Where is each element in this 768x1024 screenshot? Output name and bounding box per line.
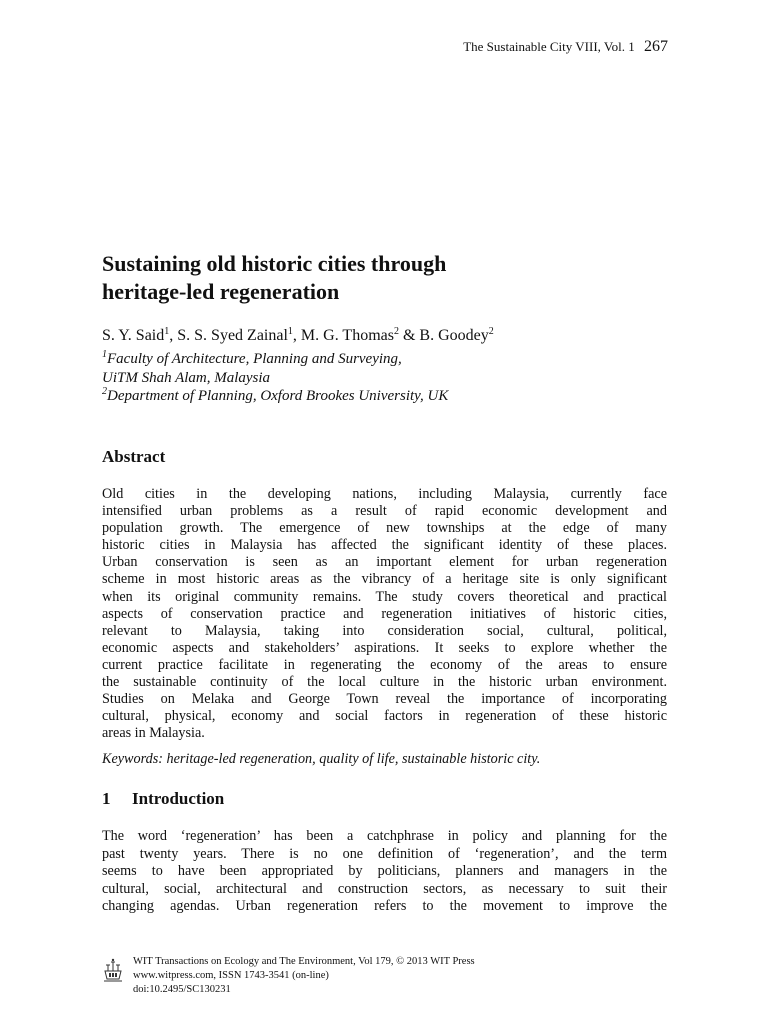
author-affiliation-mark: 1: [164, 326, 170, 337]
affiliation-text: Department of Planning, Oxford Brookes University, UK: [107, 388, 449, 404]
abstract-heading: Abstract: [102, 447, 166, 466]
author-name: S. Y. Said: [102, 327, 165, 344]
abstract-line: Urban conservation is seen as an important element for urban regeneration: [102, 554, 667, 571]
title-line: Sustaining old historic cities through: [102, 251, 447, 276]
abstract-line: when its original community remains. The study covers theoretical and practical: [102, 588, 667, 605]
abstract-line: the sustainable continuity of the local culture in the historic urban environment.: [102, 674, 667, 691]
affiliation-text: Faculty of Architecture, Planning and Surveying,: [107, 351, 402, 367]
abstract-line: Studies on Melaka and George Town reveal the importance of incorporating: [102, 691, 667, 708]
abstract-line: historic cities in Malaysia has affected the significant identity of these places.: [102, 537, 667, 554]
running-head: [463, 38, 668, 56]
introduction-body: [102, 828, 667, 916]
title-line: heritage-led regeneration: [102, 279, 340, 304]
running-head-title: The Sustainable City VIII, Vol. 1: [463, 39, 635, 54]
affiliation-text: UiTM Shah Alam, Malaysia: [102, 369, 271, 386]
abstract-line: economic aspects and stakeholders’ aspirations. It seeks to explore whether the: [102, 639, 667, 656]
body-line: changing agendas. Urban regeneration refers to the movement to improve the: [102, 898, 667, 915]
footer-text: [133, 955, 475, 997]
author-name: & B. Goodey: [398, 327, 489, 344]
body-line: seems to have been appropriated by politicians, planners and managers in the: [102, 863, 667, 880]
affiliation: [102, 350, 702, 369]
affiliation: [102, 387, 702, 406]
affiliation: [102, 369, 702, 388]
abstract-body: [102, 486, 667, 742]
author-affiliation-mark: 1: [287, 326, 293, 337]
author-name: , S. S. Syed Zainal: [169, 327, 288, 344]
author-list: [102, 326, 702, 346]
author-name: , M. G. Thomas: [292, 327, 394, 344]
section-number: 1: [102, 789, 111, 808]
keywords: Keywords: heritage-led regeneration, quality of life, sustainable historic city.: [102, 751, 541, 767]
abstract-line: scheme in most historic areas as the vibrancy of a heritage site is only significant: [102, 571, 667, 588]
wit-press-logo-icon: [102, 957, 124, 983]
footer-line: doi:10.2495/SC130231: [133, 984, 231, 995]
page-number: 267: [644, 38, 668, 55]
author-affiliation-mark: 2: [488, 326, 494, 337]
abstract-line: current practice facilitate in regenerating the economy of the areas to ensure: [102, 656, 667, 673]
abstract-line: population growth. The emergence of new townships at the edge of many: [102, 520, 667, 537]
abstract-line: relevant to Malaysia, taking into consideration social, cultural, political,: [102, 622, 667, 639]
body-line: past twenty years. There is no one definition of ‘regeneration’, and the term: [102, 845, 667, 862]
abstract-line: Old cities in the developing nations, including Malaysia, currently face: [102, 486, 667, 502]
abstract-line: intensified urban problems as a result of rapid economic development and: [102, 503, 667, 520]
author-affiliation-mark: 2: [393, 326, 399, 337]
affiliations: [102, 350, 702, 406]
body-line: cultural, social, architectural and construction sectors, as necessary to suit their: [102, 880, 667, 897]
section-heading-introduction: [102, 789, 224, 809]
affiliation-mark: 1: [102, 349, 107, 360]
footer-line: WIT Transactions on Ecology and The Environment, Vol 179, © 2013 WIT Press: [133, 956, 475, 967]
abstract-line: areas in Malaysia.: [102, 725, 205, 742]
body-line: The word ‘regeneration’ has been a catchphrase in policy and planning for the: [102, 828, 667, 844]
abstract-line: aspects of conservation practice and regeneration initiatives of historic cities,: [102, 605, 667, 622]
paper-title: [102, 250, 667, 306]
abstract-line: cultural, physical, economy and social factors in regeneration of these historic: [102, 708, 667, 725]
affiliation-mark: 2: [102, 386, 107, 397]
footer-line: www.witpress.com, ISSN 1743-3541 (on-line): [133, 970, 329, 981]
section-title: Introduction: [132, 789, 225, 808]
page-footer: [102, 955, 662, 1005]
